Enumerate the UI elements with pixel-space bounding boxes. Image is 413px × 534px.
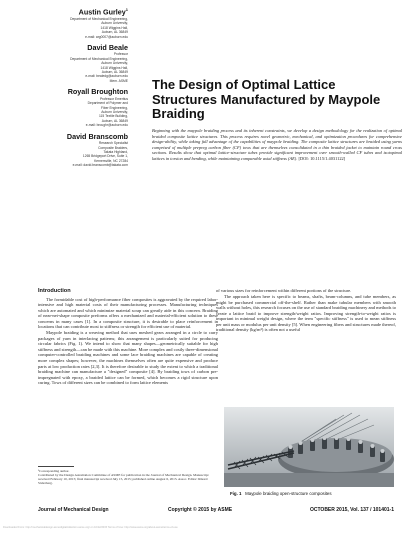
author-card: [32, 6, 128, 39]
author-affiliation: 1418 Wiggins Hall,: [100, 25, 128, 30]
abstract-text: Beginning with the maypole braiding process and its inherent constraints, we develop a design methodology for the realization of optimal braided composite lattice structures. This process requires novel geometric, mechanical, and optimization procedures for comprehensive design-ability, while taking full advantage of the capabilities of maypole braiding. The composite lattice structures are braided using yarns comprised of multiple prepreg carbon fiber (CF) tows that are themselves consolidated in a thin braided jacket to maintain round cross sections. Results show that optimal lattice-structure tubes provide significant improvement over smooth-walled CF tubes and isotopimal lattices in torsion and bending, while maintaining comparable axial stiffness (AE).: [152, 128, 402, 161]
figure-label: Fig. 1: [230, 491, 242, 496]
page-footer: [38, 507, 394, 515]
author-email[interactable]: e-mail: broughr@auburn.edu: [85, 123, 128, 128]
author-affiliation: Auburn, AL 36849: [101, 30, 128, 35]
author-affiliation: Composite Braiders,: [98, 145, 128, 150]
author-card: [32, 133, 128, 168]
section-heading-introduction: Introduction: [38, 288, 71, 294]
author-affiliation: Department of Mechanical Engineering,: [70, 56, 128, 61]
author-affiliation: Auburn University,: [101, 21, 128, 26]
author-name: David Branscomb: [66, 131, 128, 141]
doi-link[interactable]: [DOI: 10.1115/1.4031122]: [298, 155, 346, 161]
author-name: David Beale: [87, 42, 128, 52]
author-email[interactable]: e-mail: bealedg@auburn.edu: [85, 74, 128, 79]
author-affiliation: Fiber Engineering,: [101, 105, 128, 110]
body-column-left: [38, 288, 218, 386]
footnote-rule: [38, 466, 74, 467]
author-name: Austin Gurley$^1$: [78, 7, 128, 17]
author-affiliation: 115 Textile Building,: [98, 114, 128, 119]
body-paragraph: Maypole braiding is a weaving method that uses meshed gears arranged in a circle to carry packages of yarn in interlacing patterns; this arrangement is particularly suited for producing circular fabrics (Fig. 1). We intend to show that many shapes—geometrically suitable for high stiffness and strength—can be made with this machine. More complex and costly three-dimensional computer-controlled braiding machines and some lace braiding machines are capable of creating more complex shapes; however, the machines themselves often are quite expensive and produce parts at low production rates [2,3]. It is therefore desirable to study the extent to which a traditional braiding machine can manufacture a "designed" composite [4]. By braiding tows of carbon pre-impregnated with epoxy, a braided lattice can be formed, which becomes a rigid structure upon curing. Tows of different sizes can be combined to form lattice elements: [38, 330, 218, 386]
author-card: [32, 44, 128, 83]
author-affiliation: Research Specialist: [98, 141, 128, 146]
author-affiliation: Professor: [113, 52, 128, 57]
author-affiliation: Auburn University,: [101, 61, 128, 66]
abstract: [152, 128, 402, 162]
footnotes: [38, 466, 218, 486]
footer-copyright: Copyright © 2015 by ASME: [168, 507, 233, 513]
author-affiliation: Kernersville, NC 27284: [94, 158, 128, 163]
author-affiliation: 1265 Bridgeport Drive, Suite 1,: [82, 154, 128, 159]
body-column-right: [216, 288, 396, 333]
footnote-contributed: Contributed by the Design Automation Committee of ASME for publication in the Journal of Mechanical Design. Manuscript received February 10, 2015; final manuscript received July 15, 2015; published online August 6, 2015. Assoc. Editor: Rikard Söderberg.: [38, 472, 209, 486]
body-paragraph: The approach taken here is specific to beams, shafts, beam-columns, and tube members, as might be purchased commercial off-the-shelf. Rather than make tubular members with smooth walls without holes, this research focuses on the use of standard braiding machinery and methods to create a lattice braid to improve strength/weight ratios. Improving strength-to-weight ratios is important in minimal weight design, where the term "specific stiffness" is used to mean stiffness per unit mass or modulus per unit density [5]. When engineering fibers and structures made thereof, traditional density (kg/m³) is often not a useful: [216, 294, 396, 333]
author-affiliation: Takata Highland,: [103, 149, 128, 154]
author-email[interactable]: e-mail: arg0007@auburn.edu: [85, 34, 128, 39]
footnote-corresponding: ¹Corresponding author.: [38, 468, 70, 473]
author-affiliation: Auburn University,: [101, 109, 128, 114]
author-name: Royall Broughton: [67, 87, 128, 97]
author-email[interactable]: e-mail: david.branscomb@takata.com: [72, 163, 128, 168]
author-membership: Mem. ASME: [109, 78, 128, 83]
figure-caption-text: Maypole braiding open-structure composites: [245, 491, 332, 496]
author-affiliation: Professor Emeritus: [99, 96, 128, 101]
author-block: [32, 6, 128, 173]
author-card: [32, 88, 128, 127]
braiding-machine-photo: [224, 407, 394, 487]
figure-1-photo: [224, 407, 394, 487]
author-affiliation: Department of Polymer and: [87, 101, 128, 106]
author-affiliation: Department of Mechanical Engineering,: [70, 16, 128, 21]
footer-issue: OCTOBER 2015, Vol. 137 / 101401-1: [309, 507, 394, 513]
author-affiliation: Auburn, AL 36849: [101, 70, 128, 75]
footer-journal-name: Journal of Mechanical Design: [38, 507, 109, 513]
body-paragraph: The formidable cost of high-performance fiber composites is aggravated by the required labor-intensive and high material costs of their manufacturing processes. Manufacturing techniques which are automated and which minimize material scrap can greatly aide in this concern. Braiding of near-net-shape composite preforms offers a mechanized and material-efficient solution to these concerns in many cases [1]. In a composite structure, it is desirable to place reinforcement in locations that can contribute most to stiffness or strength for efficient use of material.: [38, 296, 218, 330]
figure-1-caption: [230, 491, 332, 496]
author-affiliation: Auburn, AL 36849: [101, 118, 128, 123]
paper-title: The Design of Optimal Lattice Structures Manufactured by Maypole Braiding: [152, 77, 381, 121]
body-paragraph: of various sizes for reinforcement within different portions of the structure.: [216, 288, 352, 293]
download-notice: Downloaded From: http://mechanicaldesign.asmedigitalcollection.asme.org/ on 10/12/2015 Terms of Use: http://www.asme.org/about-asme/terms-of-use: [3, 526, 178, 529]
corresponding-mark: 1: [125, 7, 128, 12]
author-affiliation: 1418 Wiggins Hall,: [100, 65, 128, 70]
